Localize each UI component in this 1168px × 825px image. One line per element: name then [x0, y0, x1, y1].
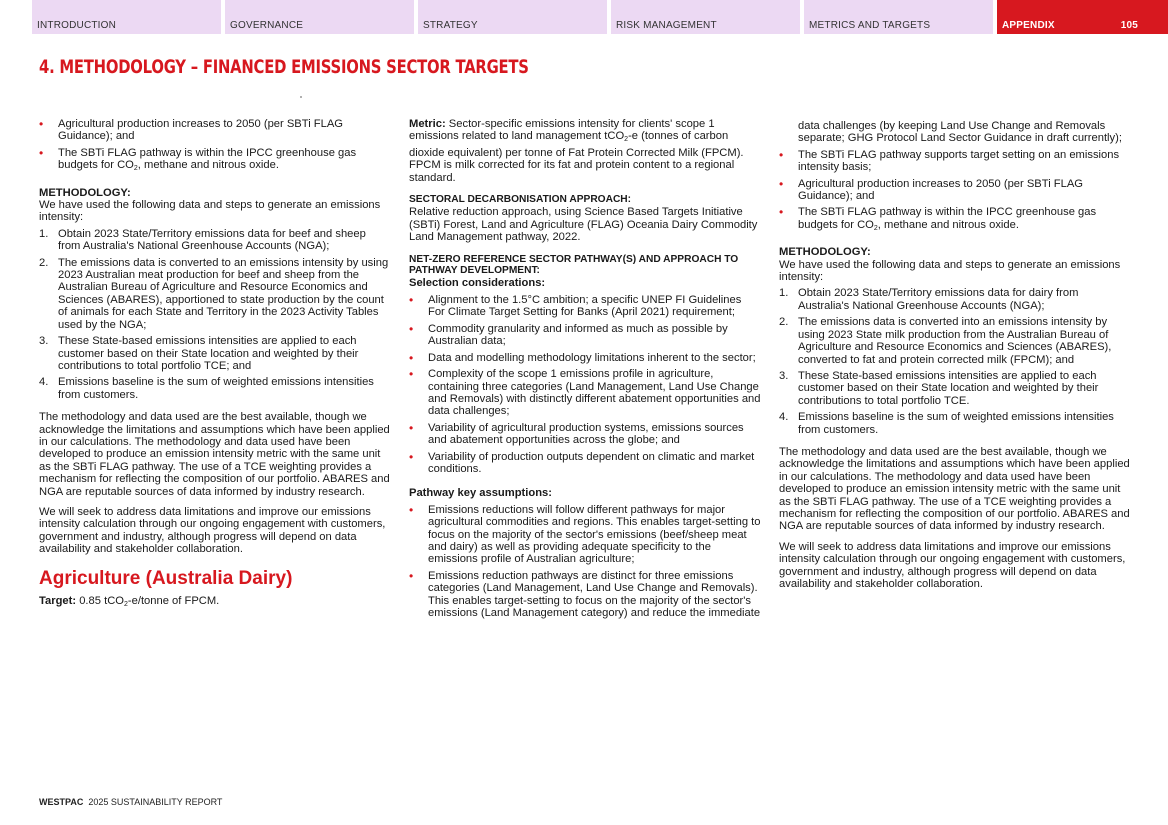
intro-bullet-list [39, 118, 391, 176]
footer-report-name: 2025 SUSTAINABILITY REPORT [88, 797, 223, 807]
methodology-steps [779, 287, 1131, 435]
column-3 [779, 120, 1131, 598]
paragraph: The methodology and data used are the best available, though we acknowledge the limitations and assumptions which have been applied in our calculations. The methodology and data used have been developed to produce an emission intensity metric with the same unit as the SBTi FLAG pathway. The use of a TCE weighting provides a mechanism for reflecting the composition of our portfolio. ABARES and NGA are reputable sources of data informed by industry research. [39, 411, 390, 498]
list-item: • Agricultural production increases to 2050 (per SBTi FLAG Guidance); and [779, 178, 1131, 203]
bullet-text-end: , methane and nitrous oxide. [877, 218, 1019, 231]
target-label: Target: [39, 594, 77, 607]
bullet-text-end: , methane and nitrous oxide. [137, 159, 279, 172]
paragraph: The methodology and data used are the best available, though we acknowledge the limitations and assumptions which have been applied in our calculations. The methodology and data used have been developed to produce an emission intensity metric with the same unit as the SBTi FLAG pathway. The use of a TCE weighting provides a mechanism for reflecting the composition of our portfolio. ABARES and NGA are reputable sources of data informed by industry research. [779, 445, 1130, 533]
list-item [779, 206, 1131, 235]
list-item: • Data and modelling methodology limitations inherent to the sector; [409, 352, 761, 364]
step-text: Obtain 2023 State/Territory emissions data for dairy from Australia's National Greenhouse Accounts (NGA); [798, 287, 1079, 312]
nav-tab-introduction[interactable]: INTRODUCTION [32, 0, 221, 34]
netzero-heading: NET-ZERO REFERENCE SECTOR PATHWAY(S) AND APPROACH TO PATHWAY DEVELOPMENT: [409, 253, 739, 277]
list-item: • Variability of production outputs dependent on climatic and market conditions. [409, 451, 761, 476]
selection-heading: Selection considerations: [409, 276, 546, 289]
step-number: 1. [779, 287, 789, 300]
metric-text: Sector-specific emissions intensity for clients' scope 1 emissions related to land management tCO [409, 118, 715, 143]
top-navigation [32, 0, 1168, 34]
nav-tab-risk-management[interactable]: RISK MANAGEMENT [611, 0, 800, 34]
metric-paragraph [409, 118, 761, 184]
page-number: 105 [1120, 20, 1138, 31]
footer-brand: WESTPAC [39, 797, 84, 807]
methodology-intro: We have used the following data and steps to generate an emissions intensity: [779, 258, 1121, 284]
assumptions-heading: Pathway key assumptions: [409, 487, 553, 500]
list-item: • Emissions reduction pathways are distinct for three emissions categories (Land Management, Land Use Change and Removals). This enables target-setting to focus on the majority of the sector's emissions (Land Management category) and reduce the immediate [409, 570, 761, 620]
list-item [779, 316, 1131, 366]
bullet-list [779, 149, 1131, 235]
step-text: Emissions baseline is the sum of weighted emissions intensities from customers. [798, 411, 1114, 436]
step-number: 3. [779, 369, 789, 382]
list-item: • The SBTi FLAG pathway supports target setting on an emissions intensity basis; [779, 149, 1131, 174]
list-item [39, 335, 391, 372]
footer [39, 797, 222, 807]
step-text: These State-based emissions intensities are applied to each customer based on their State location and weighted by their contributions to total portfolio TCE. [798, 369, 1099, 407]
list-item [779, 370, 1131, 407]
list-item [39, 257, 391, 331]
list-item [39, 147, 391, 176]
bullet-text: Agricultural production increases to 2050 (per SBTi FLAG Guidance); and [58, 118, 344, 143]
sectoral-text: Relative reduction approach, using Science Based Targets Initiative (SBTi) Forest, Land and Agriculture (FLAG) Oceania Dairy Commodity Land Management pathway, 2022. [409, 206, 758, 244]
step-text: The emissions data is converted into an emissions intensity by using 2023 State milk production from the Australian Bureau of Agriculture and Resource Economics and Sciences (ABARES), converted to fat and protein corrected milk (FPCM); and [798, 316, 1112, 366]
step-text: The emissions data is converted to an emissions intensity by using 2023 Australian meat production for beef and sheep from the Australian Bureau of Agriculture and Resource Economics and Sciences (ABARES), apportioned to state production by the count of animals for each State and Territory in the 2023 Activity Tables used by the NGA; [58, 256, 389, 331]
step-number: 2. [39, 256, 49, 269]
step-text: Obtain 2023 State/Territory emissions data for beef and sheep from Australia's National Greenhouse Accounts (NGA); [58, 227, 366, 253]
list-item: • Complexity of the scope 1 emissions profile in agriculture, containing three categories (Land Management, Land Use Change and Removals) with distinctly different abatement opportunities and data challenges; [409, 368, 761, 418]
list-item: • Variability of agricultural production systems, emissions sources and abatement opportunities across the globe; and [409, 422, 761, 447]
list-item [779, 411, 1131, 436]
target-text: 0.85 tCO [76, 594, 124, 607]
subscript: 2 [873, 224, 878, 232]
target-text-end: -e/tonne of FPCM. [127, 594, 220, 607]
metric-label: Metric: [409, 118, 446, 130]
list-item: • Commodity granularity and informed as much as possible by Australian data; [409, 323, 761, 348]
step-number: 3. [39, 335, 49, 348]
list-item: • Alignment to the 1.5°C ambition; a specific UNEP FI Guidelines For Climate Target Setting for Banks (April 2021) requirement; [409, 294, 761, 319]
step-number: 2. [779, 316, 789, 329]
step-number: 4. [39, 376, 49, 389]
continued-bullet-text: data challenges (by keeping Land Use Change and Removals separate; GHG Protocol Land Sector Guidance in draft currently); [798, 120, 1122, 145]
bullet-text: The SBTi FLAG pathway is within the IPCC greenhouse gas budgets for CO [58, 146, 357, 172]
list-item [39, 118, 391, 143]
nav-tab-governance[interactable]: GOVERNANCE [225, 0, 414, 34]
step-number: 4. [779, 411, 789, 424]
paragraph: We will seek to address data limitations and improve our emissions intensity calculation through our ongoing engagement with customers, government and industry, although progress will depend on data availability and stakeholder collaboration. [779, 540, 1126, 590]
metric-text-end: -e (tonnes of carbon dioxide equivalent) per tonne of Fat Protein Corrected Milk (FPCM). FPCM is milk corrected for its fat and protein content to a regional standard. [409, 130, 744, 184]
list-item [39, 228, 391, 253]
bullet-text: The SBTi FLAG pathway is within the IPCC greenhouse gas budgets for CO [798, 206, 1097, 231]
page-title: 4. METHODOLOGY – FINANCED EMISSIONS SECTOR TARGETS [39, 56, 529, 78]
subscript: 2 [133, 165, 138, 173]
subscript: 2 [123, 600, 128, 608]
list-item [779, 287, 1131, 312]
subscript: 2 [624, 136, 629, 144]
list-item [39, 376, 391, 401]
column-1 [39, 118, 391, 611]
nav-tab-strategy[interactable]: STRATEGY [418, 0, 607, 34]
list-item: • Emissions reductions will follow different pathways for major agricultural commodities and regions. This enables target-setting to focus on the majority of the sector's emissions (beef/sheep meat and dairy) as well as providing adequate specificity to the emissions profile of Australian agriculture; [409, 504, 761, 566]
assumption-bullet-list [409, 504, 761, 620]
step-text: Emissions baseline is the sum of weighted emissions intensities from customers. [58, 376, 374, 401]
methodology-intro: We have used the following data and steps to generate an emissions intensity: [39, 199, 381, 224]
nav-tab-metrics-and-targets[interactable]: METRICS AND TARGETS [804, 0, 993, 34]
sectoral-heading: SECTORAL DECARBONISATION APPROACH: [409, 194, 632, 206]
paragraph: We will seek to address data limitations and improve our emissions intensity calculation through our ongoing engagement with customers, government and industry, although progress will depend on data availability and stakeholder collaboration. [39, 505, 386, 556]
step-text: These State-based emissions intensities are applied to each customer based on their State location and weighted by their contributions to total portfolio TCE; and [58, 335, 359, 372]
target-line [39, 595, 391, 611]
selection-bullet-list [409, 294, 761, 475]
nav-tab-appendix-label: APPENDIX [1002, 20, 1055, 31]
section-heading-agriculture-dairy: Agriculture (Australia Dairy) [39, 567, 293, 589]
methodology-steps [39, 228, 391, 401]
methodology-heading: METHODOLOGY: [779, 246, 871, 259]
column-2 [409, 118, 761, 623]
methodology-heading: METHODOLOGY: [39, 186, 131, 199]
decorative-dot [300, 96, 302, 98]
nav-tab-appendix[interactable] [997, 0, 1168, 34]
step-number: 1. [39, 227, 49, 240]
